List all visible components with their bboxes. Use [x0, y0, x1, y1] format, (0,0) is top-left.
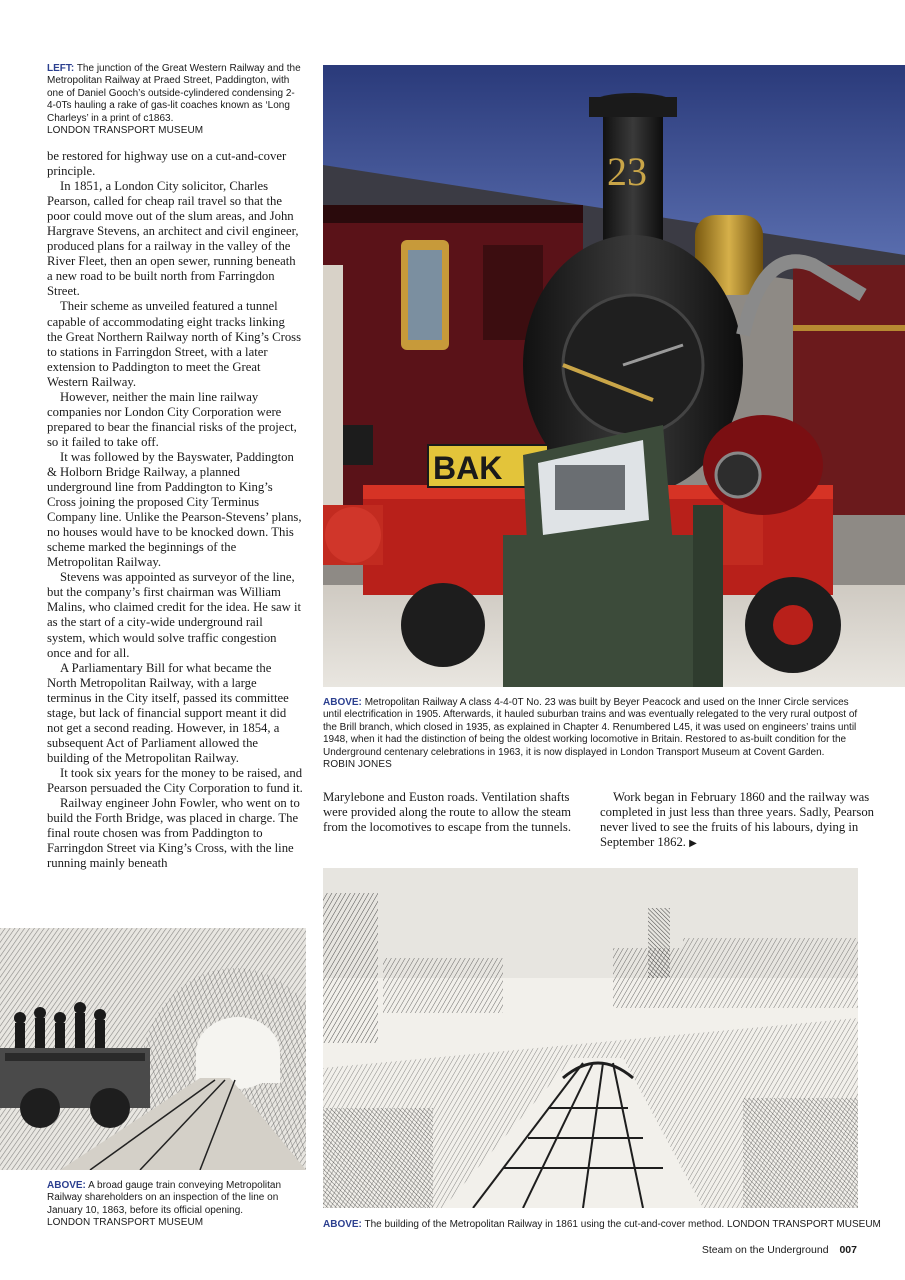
- paragraph-text: Work began in February 1860 and the railway was completed in just less than three years. Sadly, Pearson never lived to see the fruits of his labours, dying in September 1862.: [600, 790, 875, 850]
- tunnel-illustration: [0, 928, 306, 1170]
- caption-credit: LONDON TRANSPORT MUSEUM: [47, 125, 204, 137]
- body-left-column: [47, 149, 303, 871]
- loco-number: 23: [607, 149, 647, 194]
- paragraph: A Parliamentary Bill for what became the North Metropolitan Railway, with a large terminus in the City itself, passed its committee stage, but lack of financial support meant it did not get a second reading. However, in 1854, a subsequent Act of Parliament allowed the building of the Metropolitan Railway.: [47, 660, 289, 765]
- page-number: 007: [839, 1244, 857, 1256]
- caption-text: Metropolitan Railway A class 4-4-0T No. 23 was built by Beyer Peacock and used on the Inner Circle services until electrification in 1905. Afterwards, it hauled suburban trains and was eventually relegated to the very rural outpost of the Brill branch, which closed in 1935, as explained in Chapter 4. Renumbered L45, it was used on engineers’ trains until 1948, when it had the distinction of being the oldest working locomotive in Britain. Restored to as-built condition for the Underground centenary celebrations in 1963, it is now displayed in London Transport Museum at Covent Garden.: [323, 697, 858, 758]
- caption-credit: LONDON TRANSPORT MUSEUM: [726, 1219, 881, 1230]
- paragraph: [600, 790, 875, 851]
- construction-engraving: [323, 868, 858, 1208]
- page-footer: [702, 1244, 857, 1256]
- caption-construction: [323, 1219, 883, 1231]
- caption-lead: ABOVE:: [323, 1219, 362, 1230]
- construction-illustration: [323, 868, 858, 1208]
- caption-tunnel: [47, 1180, 292, 1230]
- continue-arrow-icon: ▶: [689, 838, 697, 850]
- paragraph: In 1851, a London City solicitor, Charles Pearson, called for cheap rail travel so that the poor could move out of the slum areas, and John Hargrave Stevens, an architect and civil engineer, produced plans for a railway in the valley of the River Fleet, then an open sewer, running beneath a new road to be built north from Farringdon Street.: [47, 179, 299, 299]
- paragraph: Marylebone and Euston roads. Ventilation shafts were provided along the route to allow the steam from the locomotives to escape from the tunnels.: [323, 790, 572, 835]
- board-text: BAK: [433, 450, 503, 486]
- caption-locomotive: [323, 697, 858, 771]
- paragraph: However, neither the main line railway companies nor London City Corporation were prepared to bear the financial risks of the project, so it failed to take off.: [47, 389, 297, 449]
- paragraph: be restored for highway use on a cut-and-cover principle.: [47, 149, 287, 179]
- paragraph: It was followed by the Bayswater, Paddington & Holborn Bridge Railway, a planned underground line from Paddington to King’s Cross joining the proposed City Terminus Company line. Unlike the Pearson-Stevens’ plans, no houses would have to be knocked down. This scheme marked the beginnings of the Metropolitan Railway.: [47, 449, 302, 570]
- caption-credit: ROBIN JONES: [323, 759, 392, 771]
- caption-lead: ABOVE:: [323, 697, 362, 708]
- caption-text: A broad gauge train conveying Metropolitan Railway shareholders on an inspection of the line on January 10, 1863, before its official opening.: [47, 1180, 282, 1216]
- paragraph: It took six years for the money to be raised, and Pearson persuaded the City Corporation to fund it.: [47, 765, 303, 795]
- paragraph: Stevens was appointed as surveyor of the line, but the company’s first chairman was William Malins, who claimed credit for the idea. He saw it as the start of a city-wide underground rail system, which would solve traffic congestion once and for all.: [47, 570, 302, 660]
- paragraph: Their scheme as unveiled featured a tunnel capable of accommodating eight tracks linking the Great Northern Railway north of King’s Cross to stations in Farringdon Street, with a later extension to Paddington to meet the Great Western Railway.: [47, 299, 302, 389]
- body-middle-column: [323, 790, 585, 835]
- footer-title: Steam on the Underground: [701, 1244, 829, 1256]
- caption-lead: ABOVE:: [47, 1180, 86, 1191]
- locomotive-photo: [323, 65, 905, 687]
- caption-text: The building of the Metropolitan Railway in 1861 using the cut-and-cover method.: [364, 1219, 725, 1230]
- caption-top-left: [47, 63, 302, 137]
- body-right-column: [600, 790, 875, 851]
- paragraph: Railway engineer John Fowler, who went on to build the Forth Bridge, was placed in charge. The final route chosen was from Paddington to Farringdon Street via King’s Cross, with the line running mainly beneath: [47, 796, 300, 871]
- caption-lead: LEFT:: [47, 63, 75, 74]
- caption-credit: LONDON TRANSPORT MUSEUM: [47, 1217, 204, 1229]
- caption-text: The junction of the Great Western Railway and the Metropolitan Railway at Praed Street, Paddington, with one of Daniel Gooch’s outside-cylindered condensing 2-4-0Ts hauling a rake of gas-lit coaches known as ‘Long Charleys’ in a print of c1863.: [47, 63, 301, 124]
- locomotive-illustration: [323, 65, 905, 687]
- tunnel-engraving: [0, 928, 306, 1170]
